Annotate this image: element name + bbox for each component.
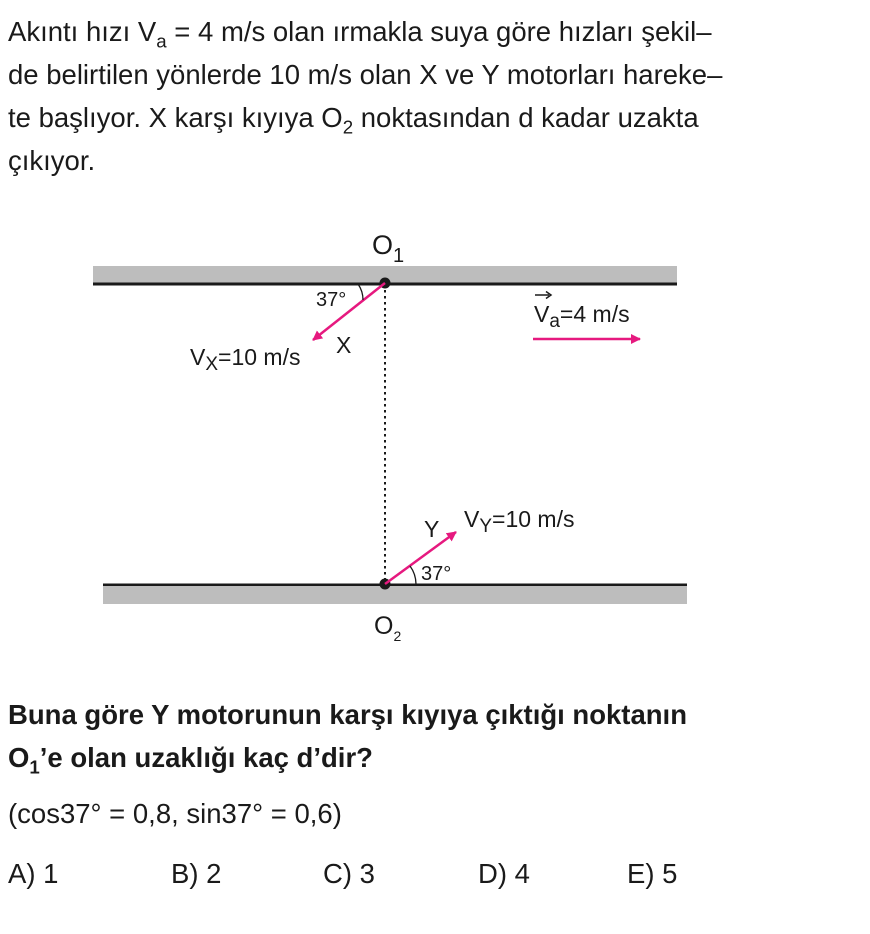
bottom-bank <box>103 586 687 604</box>
question-line-2: $O_1’e$ olan uzaklığı kaç d’dir? <box>8 742 373 778</box>
river-diagram <box>0 220 870 660</box>
choice-e[interactable]: E) 5 <box>627 858 678 889</box>
intro-line-2: de belirtilen yönlerde 10 m/s olan X ve Y motorları hareke– <box>8 59 723 90</box>
choice-d[interactable]: D) 4 <box>478 858 530 889</box>
vy-label: $V_Y=10$ m/s <box>464 506 575 537</box>
angle-arc-x <box>358 284 363 300</box>
angle-x-label: 37° <box>316 289 347 311</box>
label-o1: $O_1$ <box>372 230 405 267</box>
choice-b[interactable]: B) 2 <box>171 858 222 889</box>
intro-line-3: te başlıyor. X karşı kıyıya $O_2$ noktasından d kadar uzakta <box>8 102 699 138</box>
question <box>8 693 860 779</box>
x-label: X <box>336 332 352 358</box>
answer-choices <box>8 852 858 895</box>
given-values: (cos37° = 0,8, sin37° = 0,6) <box>8 798 342 829</box>
choice-c[interactable]: C) 3 <box>323 858 375 889</box>
choice-a[interactable]: A) 1 <box>8 858 59 889</box>
question-line-1: Buna göre Y motorunun karşı kıyıya çıktığı noktanın <box>8 699 688 730</box>
va-label: $V_a=4$ m/s <box>534 301 630 332</box>
angle-arc-y <box>410 566 416 584</box>
label-o2: $O_2$ <box>374 612 402 644</box>
intro-line-1: Akıntı hızı $V_a = 4$ m/s olan ırmakla suya göre hızları şekil– <box>8 16 712 52</box>
y-label: Y <box>424 516 440 542</box>
angle-y-label: 37° <box>421 563 452 585</box>
problem-statement <box>8 10 860 182</box>
intro-line-4: çıkıyor. <box>8 145 96 176</box>
vx-label: $V_X=10$ m/s <box>190 344 301 375</box>
